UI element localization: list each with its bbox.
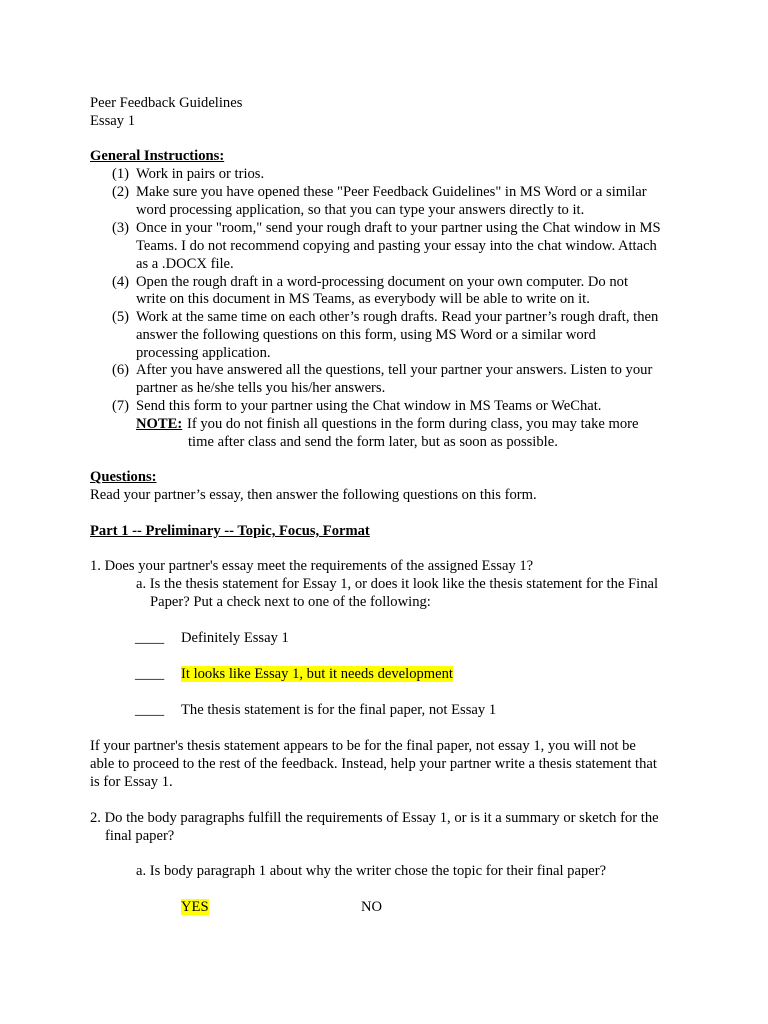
instruction-text: processing application.	[136, 345, 271, 361]
answer-yes[interactable]	[181, 898, 209, 916]
instruction-text: write on this document in MS Teams, as everybody will be able to write on it.	[136, 291, 590, 307]
instruction-text: Send this form to your partner using the Chat window in MS Teams or WeChat.	[136, 398, 602, 414]
question-1: 1. Does your partner's essay meet the requirements of the assigned Essay 1?	[90, 558, 534, 574]
thesis-note: If your partner's thesis statement appears to be for the final paper, not essay 1, you will not be	[90, 738, 636, 754]
instruction-text: word processing application, so that you can type your answers directly to it.	[136, 202, 585, 218]
instruction-text: Make sure you have opened these "Peer Feedback Guidelines" in MS Word or a similar	[136, 184, 647, 200]
highlighted-text: YES	[181, 899, 209, 915]
instruction-text: Work at the same time on each other’s rough drafts. Read your partner’s rough draft, then	[136, 309, 659, 325]
check-blank[interactable]: ____	[135, 666, 165, 682]
instruction-number: (7)	[112, 398, 130, 414]
document-subtitle: Essay 1	[90, 113, 135, 129]
instruction-text: After you have answered all the questions, tell your partner your answers. Listen to your	[136, 362, 653, 378]
instruction-number: (1)	[112, 166, 130, 182]
instruction-text: Open the rough draft in a word-processing document on your own computer. Do not	[136, 274, 629, 290]
general-instructions-heading: General Instructions:	[90, 148, 225, 164]
part1-heading: Part 1 -- Preliminary -- Topic, Focus, Format	[90, 523, 370, 539]
note-text: time after class and send the form later, but as soon as possible.	[188, 434, 558, 450]
instruction-number: (4)	[112, 274, 130, 290]
instruction-text: Work in pairs or trios.	[136, 166, 265, 182]
question-2: 2. Do the body paragraphs fulfill the requirements of Essay 1, or is it a summary or sketch for the	[90, 810, 659, 826]
thesis-note: is for Essay 1.	[90, 774, 173, 790]
questions-heading: Questions:	[90, 469, 157, 485]
note-label: NOTE:	[136, 416, 183, 432]
question-1a: a. Is the thesis statement for Essay 1, or does it look like the thesis statement for the Final	[136, 576, 659, 592]
check-blank[interactable]: ____	[135, 702, 165, 718]
answer-no[interactable]: NO	[361, 899, 383, 915]
option-needs-development	[181, 665, 453, 683]
instruction-number: (5)	[112, 309, 130, 325]
thesis-note: able to proceed to the rest of the feedback. Instead, help your partner write a thesis statement that	[90, 756, 657, 772]
highlighted-text: It looks like Essay 1, but it needs development	[181, 666, 453, 682]
instruction-text: Once in your "room," send your rough draft to your partner using the Chat window in MS	[136, 220, 661, 236]
instruction-number: (6)	[112, 362, 130, 378]
questions-intro: Read your partner’s essay, then answer the following questions on this form.	[90, 487, 537, 503]
instruction-text: partner as he/she tells you his/her answers.	[136, 380, 386, 396]
instruction-number: (3)	[112, 220, 130, 236]
check-blank[interactable]: ____	[135, 630, 165, 646]
option-final-paper: The thesis statement is for the final paper, not Essay 1	[181, 702, 497, 718]
instruction-text: Teams. I do not recommend copying and pasting your essay into the chat window. Attach	[136, 238, 657, 254]
instruction-number: (2)	[112, 184, 130, 200]
option-definitely-essay-1: Definitely Essay 1	[181, 630, 289, 646]
question-1a: Paper? Put a check next to one of the following:	[150, 594, 431, 610]
question-2a: a. Is body paragraph 1 about why the writer chose the topic for their final paper?	[136, 863, 607, 879]
instruction-text: answer the following questions on this form, using MS Word or a similar word	[136, 327, 596, 343]
note-text: If you do not finish all questions in the form during class, you may take more	[187, 416, 639, 432]
question-2: final paper?	[105, 828, 175, 844]
document-title: Peer Feedback Guidelines	[90, 95, 243, 111]
instruction-text: as a .DOCX file.	[136, 256, 234, 272]
